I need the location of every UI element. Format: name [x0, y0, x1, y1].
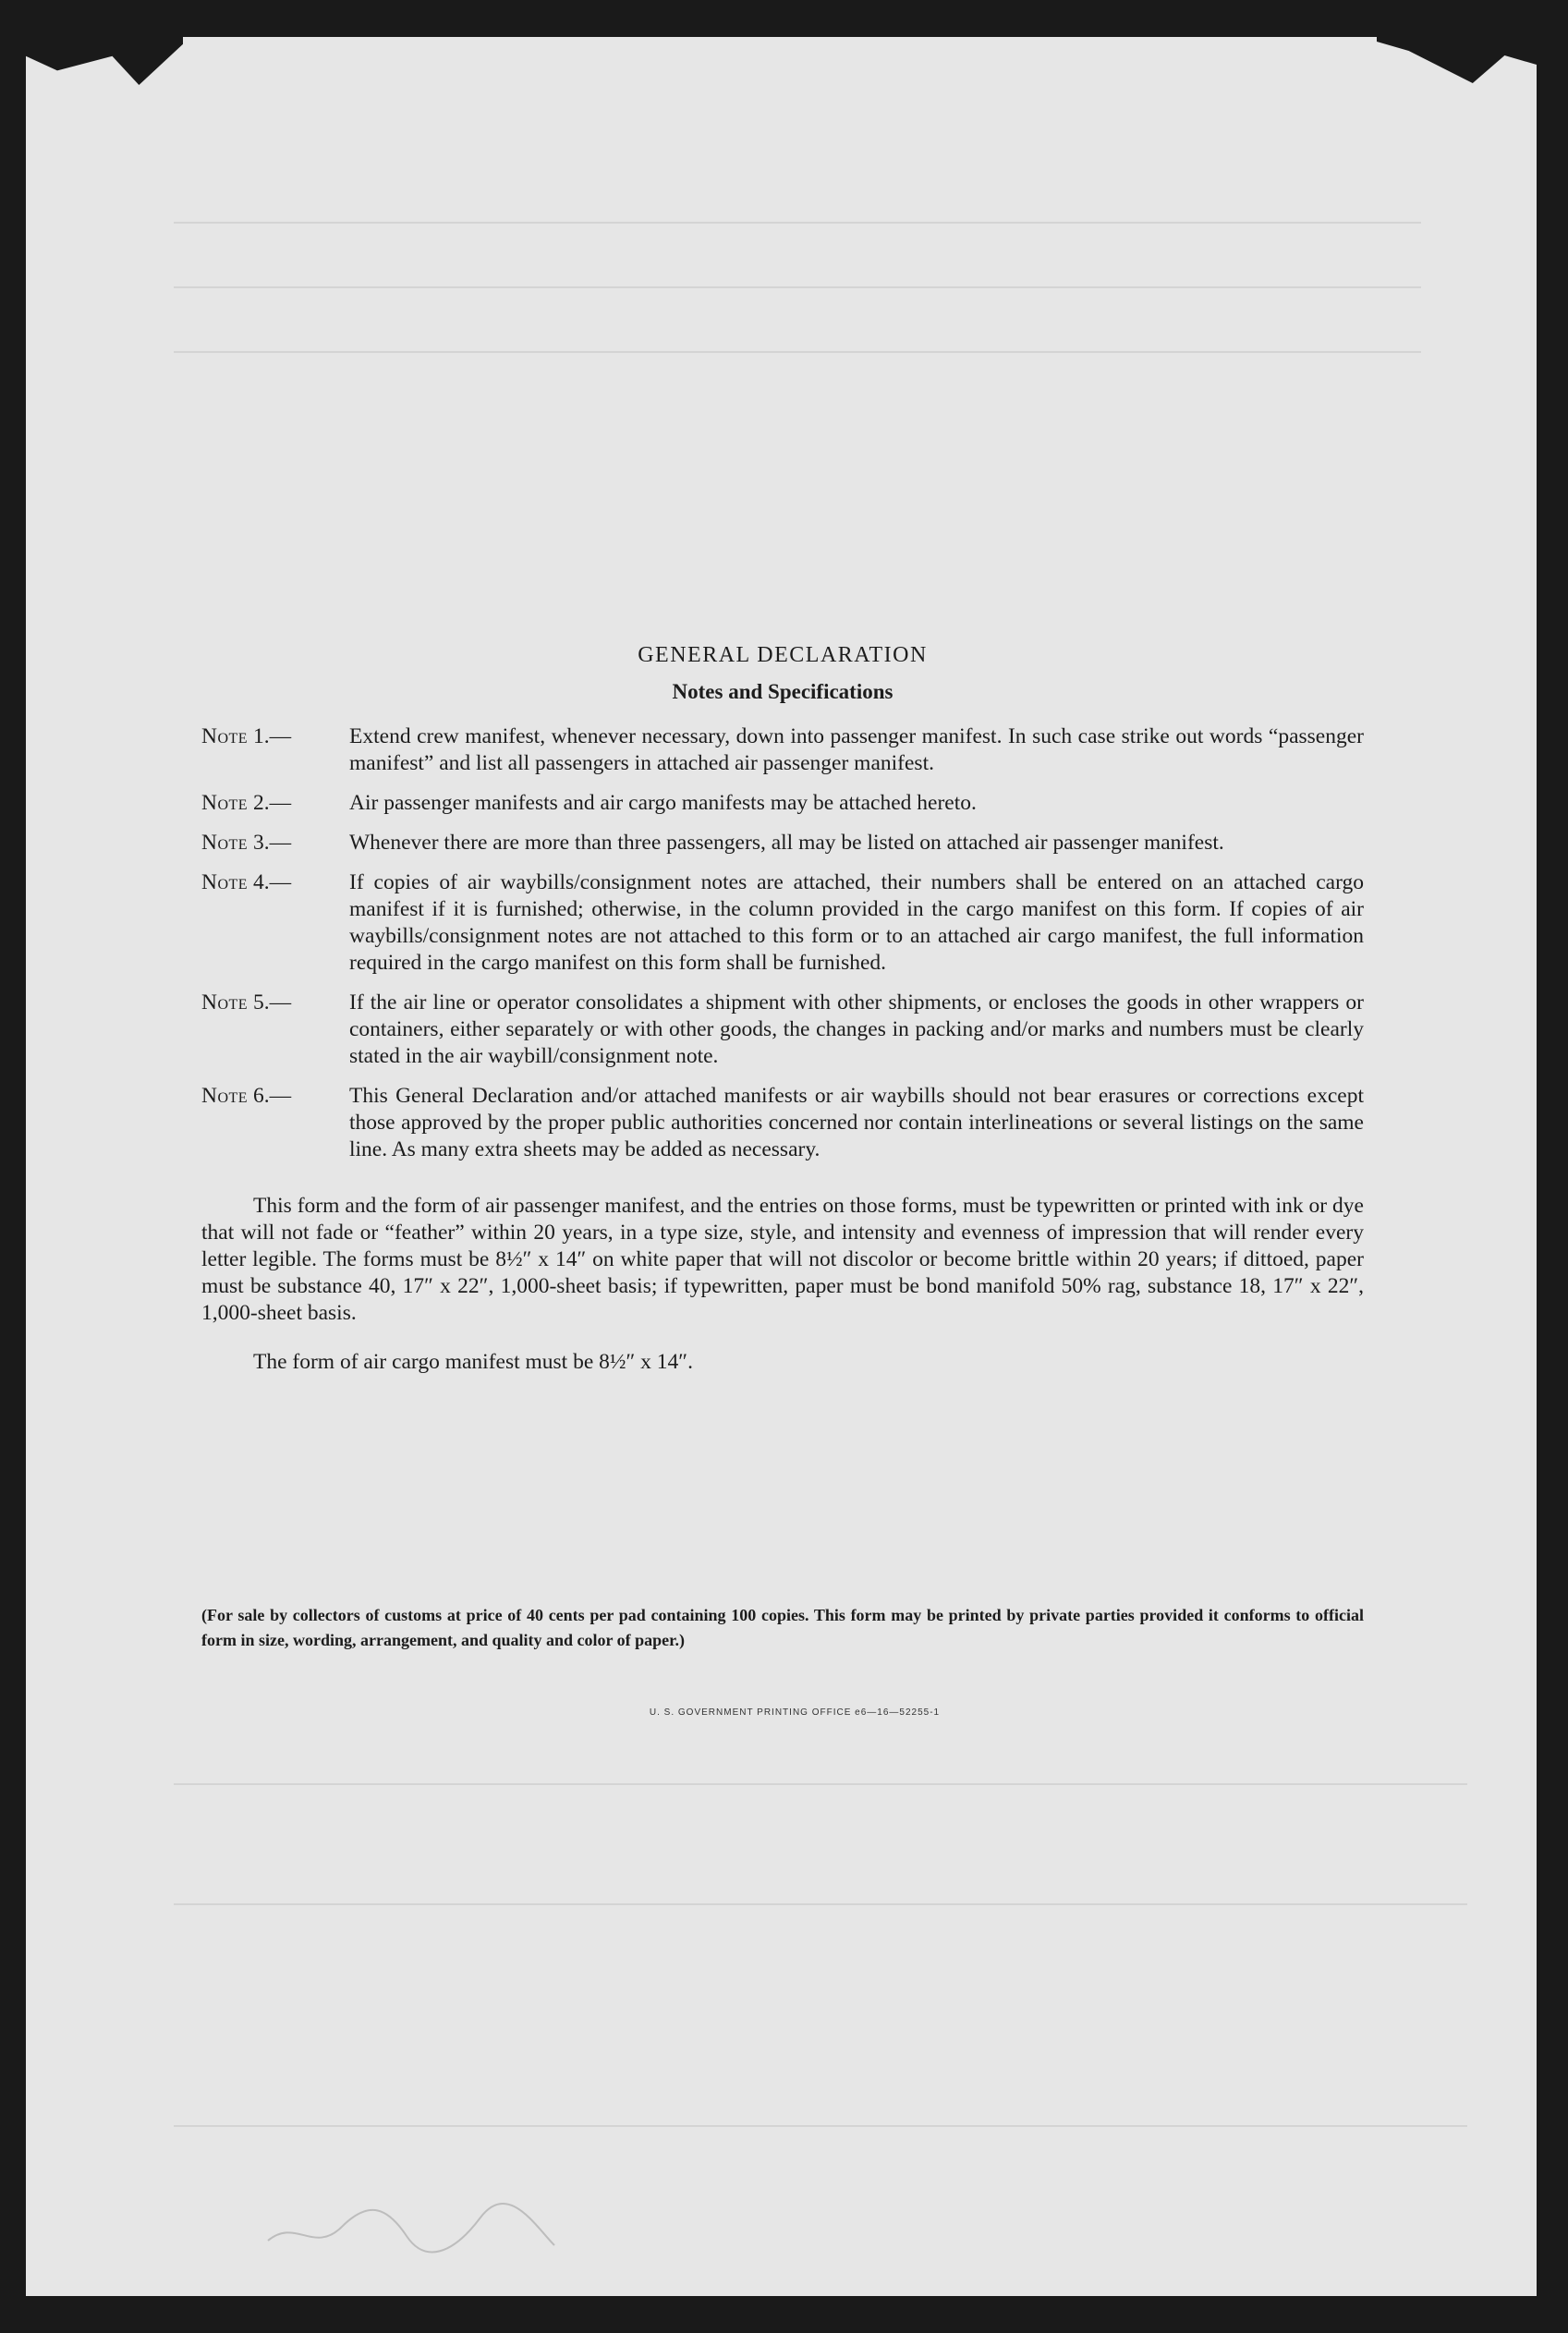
note-5: [201, 990, 1364, 1070]
note-4: [201, 869, 1364, 977]
specifications-paragraph: This form and the form of air passenger manifest, and the entries on those forms, must be typewritten or printed with ink or dye that will not fade or “feather” within 20 years, in a type size, style, and intensity and evenness of impression that will render every letter legible. The forms must be 8½″ x 14″ on white paper that will not discolor or become brittle within 20 years; if dittoed, paper must be substance 40, 17″ x 22″, 1,000-sheet basis; if typewritten, paper must be bond manifold 50% rag, substance 18, 17″ x 22″, 1,000-sheet basis.: [201, 1194, 1364, 1325]
signature-bleed-mark: [259, 2190, 564, 2264]
note-1: [201, 723, 1364, 777]
note-text: If copies of air waybills/consignment notes are attached, their numbers shall be entered on an attached cargo manifest if it is furnished; otherwise, in the column provided in the cargo manifest on this form. If copies of air waybills/consignment notes are not attached to this form or to an attached air cargo manifest, the full information required in the cargo manifest on this form shall be furnished.: [349, 870, 1364, 975]
bleed-through-line: [174, 2125, 1467, 2127]
bleed-through-line: [174, 351, 1421, 353]
page-subtitle: Notes and Specifications: [672, 680, 893, 703]
note-label: Note 1.—: [201, 724, 292, 748]
bleed-through-line: [174, 222, 1421, 224]
note-3: [201, 830, 1364, 857]
note-6: [201, 1083, 1364, 1163]
bleed-through-line: [174, 1783, 1467, 1785]
note-label: Note 4.—: [201, 870, 292, 894]
bleed-through-line: [174, 286, 1421, 288]
note-text: Air passenger manifests and air cargo manifests may be attached hereto.: [349, 791, 977, 815]
note-text: Extend crew manifest, whenever necessary, down into passenger manifest. In such case strike out words “passenger manifest” and list all passengers in attached air passenger manifest.: [349, 724, 1364, 775]
printer-imprint: U. S. GOVERNMENT PRINTING OFFICE e6—16—52255-1: [649, 1707, 941, 1718]
sale-notice: (For sale by collectors of customs at price of 40 cents per pad containing 100 copies. This form may be printed by private parties provided it conforms to official form in size, wording, arrangement, and quality and color of paper.): [201, 1606, 1364, 1649]
note-text: Whenever there are more than three passengers, all may be listed on attached air passenger manifest.: [349, 831, 1224, 855]
note-label: Note 3.—: [201, 831, 292, 855]
note-text: If the air line or operator consolidates a shipment with other shipments, or encloses the goods in other wrappers or containers, either separately or with other goods, the changes in packing and/or marks and numbers must be clearly stated in the air waybill/consignment note.: [349, 990, 1364, 1068]
note-text: This General Declaration and/or attached manifests or air waybills should not bear erasures or corrections except those approved by the proper public authorities concerned nor contain interlineations or several listings on the same line. As many extra sheets may be added as necessary.: [349, 1084, 1364, 1161]
cargo-manifest-size-paragraph: The form of air cargo manifest must be 8½″ x 14″.: [253, 1349, 693, 1374]
note-label: Note 2.—: [201, 791, 292, 815]
note-label: Note 6.—: [201, 1084, 292, 1108]
bleed-through-line: [174, 1903, 1467, 1905]
document-body: [201, 642, 1364, 1376]
note-2: [201, 790, 1364, 817]
page-title: GENERAL DECLARATION: [638, 643, 928, 667]
note-label: Note 5.—: [201, 990, 292, 1015]
